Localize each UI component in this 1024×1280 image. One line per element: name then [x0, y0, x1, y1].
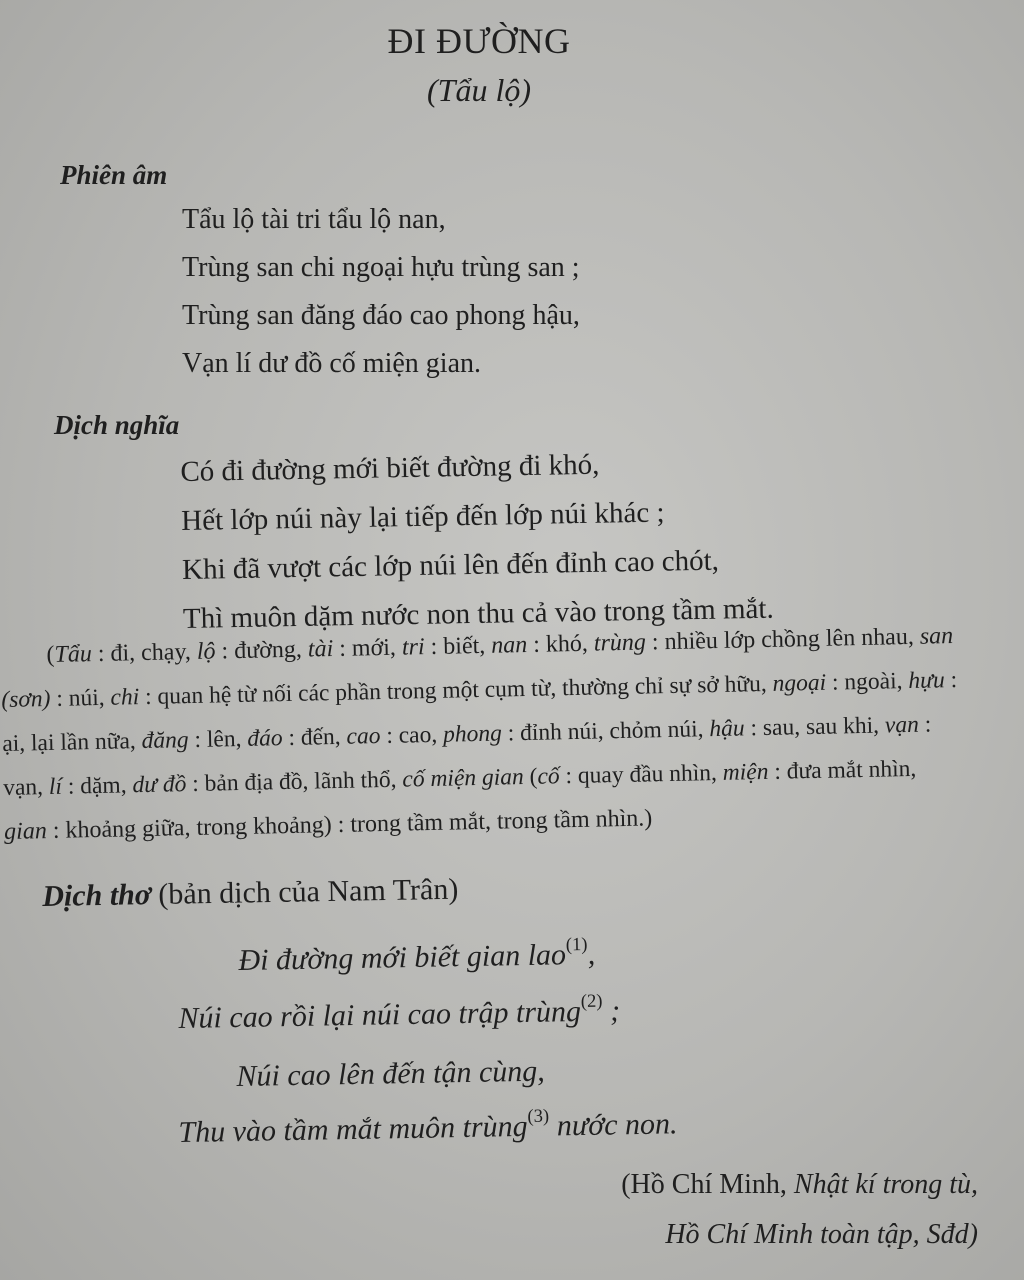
dich-nghia-line: Khi đã vượt các lớp núi lên đến đỉnh cao chót, [181, 544, 720, 586]
gloss-line: (Tẩu : đi, chạy, lộ : đường, tài : mới, tri : biết, nan : khó, trùng : nhiều lớp chồng lên nhau, san [46, 623, 954, 669]
dich-tho-note: (bản dịch của Nam Trân) [150, 872, 459, 912]
dich-nghia-line: Có đi đường mới biết đường đi khó, [180, 448, 600, 488]
gloss-line: gian : khoảng giữa, trong khoảng) : trong tầm mắt, trong tầm nhìn.) [3, 805, 653, 845]
dich-nghia-line: Thì muôn dặm nước non thu cả vào trong tầm mắt. [182, 592, 774, 635]
dich-tho-line: Núi cao rồi lại núi cao trập trùng$^{(2)}$ ; [178, 990, 621, 1035]
poem-subtitle: (Tẩu lộ) [427, 72, 531, 108]
phien-am-line: Trùng san chi ngoại hựu trùng san ; [182, 252, 580, 283]
phien-am-line: Tẩu lộ tài tri tẩu lộ nan, [182, 204, 446, 235]
dich-tho-header [42, 873, 459, 914]
dich-nghia-line: Hết lớp núi này lại tiếp đến lớp núi khác ; [180, 496, 665, 537]
word-gloss [0, 613, 1014, 854]
source-line-2: Hồ Chí Minh toàn tập, Sđd) [665, 1219, 978, 1250]
gloss-line: ại, lại lần nữa, đăng : lên, đáo : đến, cao : cao, phong : đỉnh núi, chỏm núi, hậu : sau, sau khi, vạn : [2, 711, 932, 757]
source-line-1: (Hồ Chí Minh, Nhật kí trong tù, [621, 1169, 978, 1200]
phien-am-line: Trùng san đăng đáo cao phong hậu, [182, 300, 580, 331]
gloss-line: vạn, lí : dặm, dư đồ : bản địa đồ, lãnh thổ, cố miện gian (cố : quay đầu nhìn, miện : đưa mắt nhìn, [2, 755, 917, 801]
gloss-line: (sơn) : núi, chi : quan hệ từ nối các phần trong một cụm từ, thường chỉ sự sở hữu, ngoại : ngoài, hựu : [1, 666, 958, 713]
phien-am-heading: Phiên âm [60, 160, 168, 190]
dich-tho-heading: Dịch thơ [42, 878, 152, 913]
dich-nghia-lines [180, 438, 774, 644]
dich-nghia-heading: Dịch nghĩa [54, 410, 180, 440]
poem-title: ĐI ĐƯỜNG [387, 21, 571, 61]
phien-am-lines [182, 196, 580, 388]
dich-tho-line: Núi cao lên đến tận cùng, [236, 1054, 546, 1093]
dich-tho-line: Đi đường mới biết gian lao$^{(1)}$, [238, 933, 596, 977]
dich-tho-line: Thu vào tầm mắt muôn trùng$^{(3)}$ nước non. [178, 1105, 678, 1149]
source-citation [560, 1160, 978, 1260]
phien-am-line: Vạn lí dư đồ cố miện gian. [182, 348, 482, 379]
